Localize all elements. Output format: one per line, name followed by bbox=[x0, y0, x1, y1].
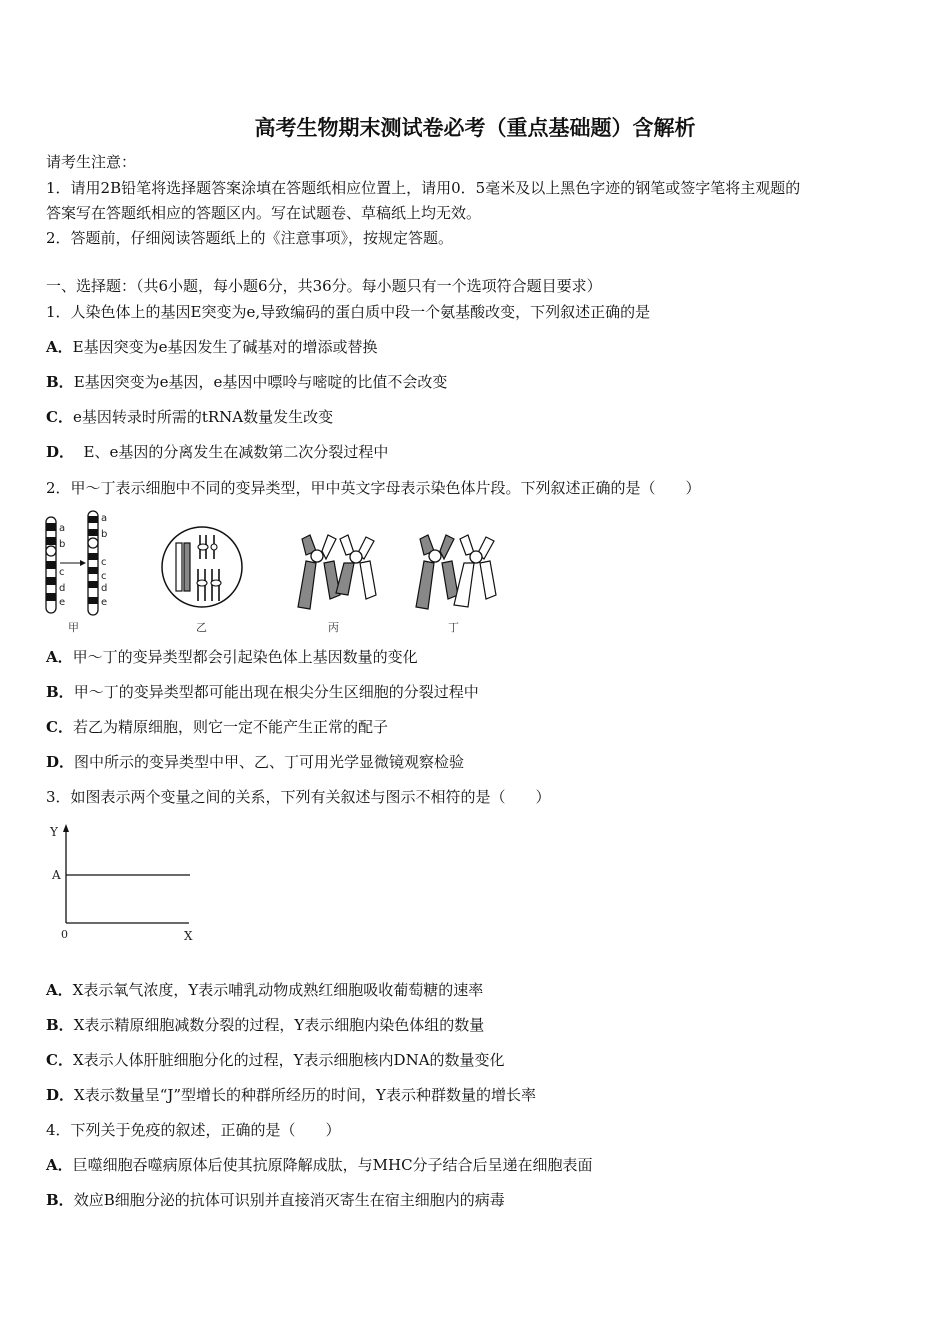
figure-label-jia: 甲 bbox=[68, 621, 79, 634]
option-text: X表示人体肝脏细胞分化的过程，Y表示细胞核内DNA的数量变化 bbox=[72, 1051, 505, 1069]
figure-label-yi: 乙 bbox=[196, 621, 207, 634]
chrom-letter: c bbox=[59, 567, 65, 578]
option-label: A． bbox=[46, 648, 73, 666]
chrom-letter: b bbox=[59, 539, 66, 550]
option-text: E基因突变为e基因，e基因中嘌呤与嘧啶的比值不会改变 bbox=[73, 373, 448, 391]
notice-item: 答案写在答题纸相应的答题区内。写在试题卷、草稿纸上均无效。 bbox=[46, 204, 482, 222]
option-label: A． bbox=[46, 981, 73, 999]
q2-option-b bbox=[46, 682, 479, 702]
chrom-letter: e bbox=[101, 597, 108, 608]
q2-option-a bbox=[46, 647, 418, 667]
option-text: 甲～丁的变异类型都可能出现在根尖分生区细胞的分裂过程中 bbox=[73, 683, 479, 701]
notice-item: 1．请用2B铅笔将选择题答案涂填在答题纸相应位置上，请用0．5毫米及以上黑色字迹的钢笔或签字笔将主观题的 bbox=[46, 179, 801, 197]
origin-label: 0 bbox=[61, 928, 68, 941]
q1-option-c bbox=[46, 407, 333, 427]
option-label: C． bbox=[46, 718, 73, 736]
option-text: X表示氧气浓度，Y表示哺乳动物成熟红细胞吸收葡萄糖的速率 bbox=[72, 981, 484, 999]
option-text: 甲～丁的变异类型都会引起染色体上基因数量的变化 bbox=[72, 648, 418, 666]
q2-option-c bbox=[46, 717, 388, 737]
figure-jia bbox=[46, 511, 107, 634]
q3-option-c bbox=[46, 1050, 505, 1070]
question-1-stem: 1．人染色体上的基因E突变为e,导致编码的蛋白质中段一个氨基酸改变，下列叙述正确的是 bbox=[46, 303, 651, 321]
chrom-letter: d bbox=[101, 583, 108, 594]
option-text: X表示数量呈“J”型增长的种群所经历的时间，Y表示种群数量的增长率 bbox=[74, 1086, 536, 1104]
question-3-stem: 3．如图表示两个变量之间的关系，下列有关叙述与图示不相符的是（ ） bbox=[46, 788, 551, 806]
option-label: D． bbox=[46, 443, 75, 461]
option-text: 巨噬细胞吞噬病原体后使其抗原降解成肽，与MHC分子结合后呈递在细胞表面 bbox=[72, 1156, 593, 1174]
option-label: C． bbox=[46, 1051, 73, 1069]
chromosome-variation-figure bbox=[40, 505, 510, 635]
figure-label-bing: 丙 bbox=[328, 621, 339, 634]
option-text: X表示精原细胞减数分裂的过程，Y表示细胞内染色体组的数量 bbox=[73, 1016, 485, 1034]
option-label: C． bbox=[46, 408, 73, 426]
section-heading: 一、选择题：（共6小题，每小题6分，共36分。每小题只有一个选项符合题目要求） bbox=[46, 277, 602, 295]
figure-ding bbox=[416, 535, 496, 634]
q1-option-a bbox=[46, 337, 377, 357]
chrom-letter: d bbox=[59, 583, 66, 594]
option-label: B． bbox=[46, 683, 74, 701]
chrom-letter: a bbox=[59, 523, 66, 534]
option-label: B． bbox=[46, 1016, 74, 1034]
level-label: A bbox=[52, 868, 61, 882]
y-axis-label: Y bbox=[50, 825, 58, 839]
q1-option-d bbox=[46, 442, 388, 462]
option-text: 若乙为精原细胞，则它一定不能产生正常的配子 bbox=[72, 718, 388, 736]
option-label: A． bbox=[46, 338, 73, 356]
xy-relation-graph bbox=[44, 818, 204, 948]
question-2-stem: 2．甲～丁表示细胞中不同的变异类型，甲中英文字母表示染色体片段。下列叙述正确的是（ ） bbox=[46, 479, 701, 497]
option-label: D． bbox=[46, 1086, 75, 1104]
option-text: E、e基因的分离发生在减数第二次分裂过程中 bbox=[74, 443, 389, 461]
q2-option-d bbox=[46, 752, 464, 772]
q3-option-b bbox=[46, 1015, 484, 1035]
option-text: 效应B细胞分泌的抗体可识别并直接消灭寄生在宿主细胞内的病毒 bbox=[73, 1191, 505, 1209]
chrom-letter: e bbox=[59, 597, 66, 608]
figure-label-ding: 丁 bbox=[448, 621, 459, 634]
chrom-letter: c bbox=[101, 571, 107, 582]
notice-heading: 请考生注意： bbox=[46, 153, 137, 171]
page-title: 高考生物期末测试卷必考（重点基础题）含解析 bbox=[254, 116, 696, 140]
option-text: e基因转录时所需的tRNA数量发生改变 bbox=[72, 408, 334, 426]
y-axis-arrow-icon bbox=[63, 824, 69, 832]
chrom-letter: a bbox=[101, 513, 108, 524]
option-text: E基因突变为e基因发生了碱基对的增添或替换 bbox=[72, 338, 378, 356]
q4-option-b bbox=[46, 1190, 505, 1210]
q4-option-a bbox=[46, 1155, 593, 1175]
q1-option-b bbox=[46, 372, 447, 392]
option-label: D． bbox=[46, 753, 75, 771]
figure-yi bbox=[162, 527, 242, 634]
chrom-letter: b bbox=[101, 529, 108, 540]
notice-item: 2．答题前，仔细阅读答题纸上的《注意事项》，按规定答题。 bbox=[46, 229, 454, 247]
question-4-stem: 4．下列关于免疫的叙述，正确的是（ ） bbox=[46, 1121, 341, 1139]
option-label: B． bbox=[46, 1191, 74, 1209]
x-axis-label: X bbox=[184, 929, 193, 943]
option-text: 图中所示的变异类型中甲、乙、丁可用光学显微镜观察检验 bbox=[74, 753, 465, 771]
option-label: A． bbox=[46, 1156, 73, 1174]
chrom-letter: c bbox=[101, 557, 107, 568]
figure-bing bbox=[298, 535, 376, 634]
q3-option-a bbox=[46, 980, 483, 1000]
q3-option-d bbox=[46, 1085, 536, 1105]
option-label: B． bbox=[46, 373, 74, 391]
